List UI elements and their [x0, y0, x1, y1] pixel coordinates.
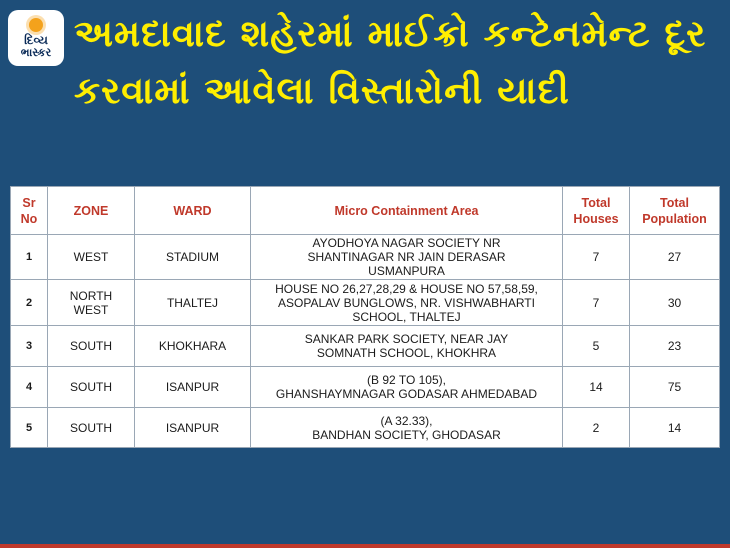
cell-area: SANKAR PARK SOCIETY, NEAR JAY SOMNATH SCHOOL, KHOKHRA: [251, 326, 563, 367]
table-row: [11, 280, 720, 326]
cell-houses: 2: [563, 408, 630, 448]
cell-population: 14: [630, 408, 720, 448]
cell-ward: STADIUM: [135, 235, 251, 280]
cell-area: HOUSE NO 26,27,28,29 & HOUSE NO 57,58,59, ASOPALAV BUNGLOWS, NR. VISHWABHARTI SCHOOL, THALTEJ: [251, 280, 563, 326]
cell-sr: 3: [11, 326, 48, 367]
header-total-population: Total Population: [630, 187, 720, 235]
cell-population: 27: [630, 235, 720, 280]
headline-line2: કરવામાં આવેલા વિસ્તારોની યાદી: [74, 69, 570, 112]
header-zone: ZONE: [48, 187, 135, 235]
cell-ward: ISANPUR: [135, 367, 251, 408]
cell-houses: 14: [563, 367, 630, 408]
cell-ward: THALTEJ: [135, 280, 251, 326]
header-area: Micro Containment Area: [251, 187, 563, 235]
cell-ward: KHOKHARA: [135, 326, 251, 367]
cell-sr: 2: [11, 280, 48, 326]
cell-zone: NORTH WEST: [48, 280, 135, 326]
table-header-row: [11, 187, 720, 235]
table-row: [11, 326, 720, 367]
cell-sr: 4: [11, 367, 48, 408]
cell-houses: 7: [563, 280, 630, 326]
cell-houses: 7: [563, 235, 630, 280]
brand-name-line1: દિવ્ય: [24, 32, 48, 47]
cell-sr: 1: [11, 235, 48, 280]
bottom-stripe: [0, 544, 730, 548]
cell-zone: WEST: [48, 235, 135, 280]
cell-zone: SOUTH: [48, 408, 135, 448]
brand-logo: [8, 10, 64, 66]
cell-area: (B 92 TO 105), GHANSHAYMNAGAR GODASAR AHMEDABAD: [251, 367, 563, 408]
header-ward: WARD: [135, 187, 251, 235]
brand-name-line2: ભાસ્કર: [20, 46, 52, 59]
table-row: [11, 235, 720, 280]
header-sr-no: Sr No: [11, 187, 48, 235]
cell-population: 23: [630, 326, 720, 367]
cell-zone: SOUTH: [48, 326, 135, 367]
headline: [74, 6, 724, 120]
cell-zone: SOUTH: [48, 367, 135, 408]
headline-line1: અમદાવાદ શહેરમાં માઈક્રો કન્ટેનમેન્ટ દૂર: [74, 12, 707, 55]
cell-population: 75: [630, 367, 720, 408]
sun-icon: [29, 18, 43, 32]
cell-houses: 5: [563, 326, 630, 367]
cell-sr: 5: [11, 408, 48, 448]
cell-area: AYODHOYA NAGAR SOCIETY NR SHANTINAGAR NR JAIN DERASAR USMANPURA: [251, 235, 563, 280]
cell-ward: ISANPUR: [135, 408, 251, 448]
containment-table: [10, 186, 719, 448]
cell-area: (A 32.33), BANDHAN SOCIETY, GHODASAR: [251, 408, 563, 448]
cell-population: 30: [630, 280, 720, 326]
table-row: [11, 408, 720, 448]
table-row: [11, 367, 720, 408]
header-total-houses: Total Houses: [563, 187, 630, 235]
